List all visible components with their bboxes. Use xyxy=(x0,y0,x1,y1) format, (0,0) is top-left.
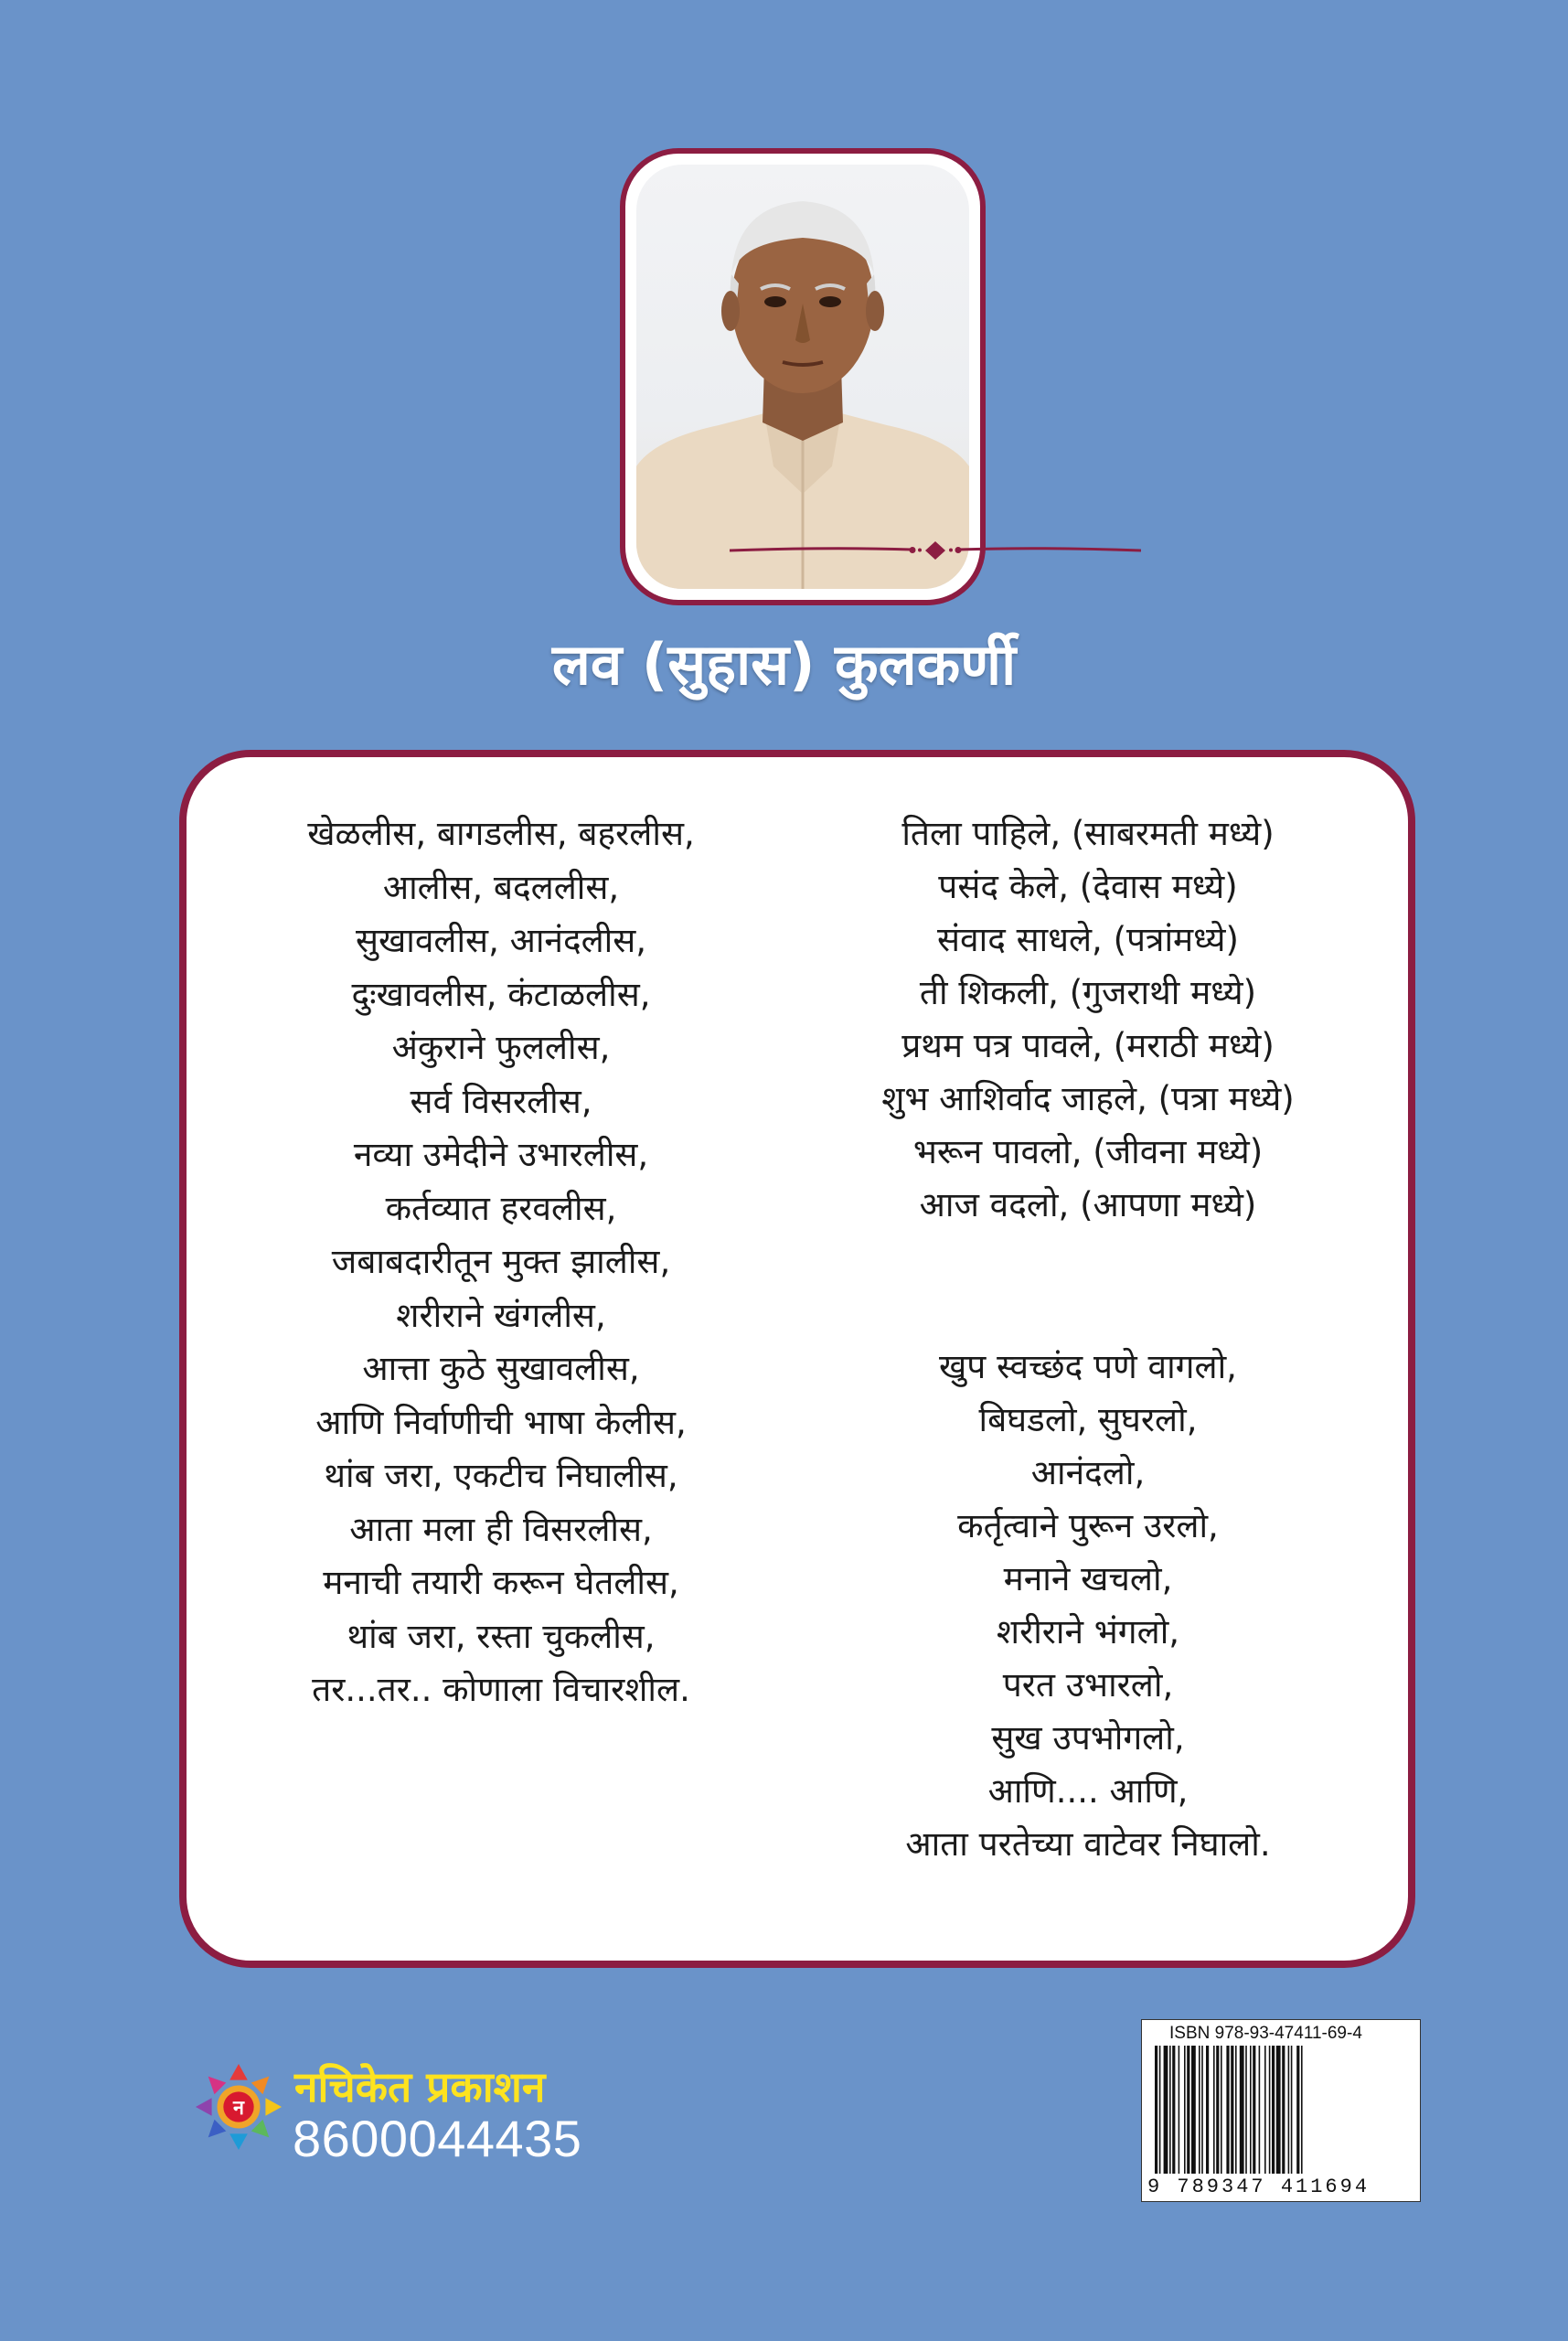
poem-line-left: आलीस, बदललीस, xyxy=(382,867,620,907)
poem-line-left: आता मला ही विसरलीस, xyxy=(349,1509,653,1549)
poem-right-top-column xyxy=(810,807,1366,1232)
poem-line-left: आत्ता कुठे सुखावलीस, xyxy=(362,1349,640,1388)
author-name: लव (सुहास) कुलकर्णी xyxy=(551,631,1017,698)
poem-line-left: मनाची तयारी करून घेतलीस, xyxy=(323,1563,679,1602)
poem-line-right-top: आज वदलो, (आपणा मध्ये) xyxy=(919,1185,1257,1224)
poem-line-right-bottom: कर्तृत्वाने पुरून उरलो, xyxy=(957,1506,1219,1545)
poem-line-left: अंकुराने फुललीस, xyxy=(391,1028,611,1067)
poem-line-right-top: प्रथम पत्र पावले, (मराठी मध्ये) xyxy=(901,1026,1275,1065)
isbn-label: ISBN 978-93-47411-69-4 xyxy=(1169,2024,1362,2043)
poem-line-left: कर्तव्यात हरवलीस, xyxy=(385,1188,617,1228)
poem-line-right-top: भरून पावलो, (जीवना मध्ये) xyxy=(912,1132,1264,1171)
ornament-divider xyxy=(730,540,1141,561)
poem-line-left: दुःखावलीस, कंटाळलीस, xyxy=(351,974,651,1014)
poem-line-left: नव्या उमेदीने उभारलीस, xyxy=(353,1135,649,1174)
poem-line-right-bottom: आता परतेच्या वाटेवर निघालो. xyxy=(905,1824,1271,1864)
poem-line-left: सुखावलीस, आनंदलीस, xyxy=(355,921,647,960)
author-photo-frame xyxy=(620,148,986,605)
isbn-barcode xyxy=(1141,2019,1421,2202)
poem-line-left: शरीराने खंगलीस, xyxy=(396,1295,606,1335)
poem-line-right-bottom: मनाने खचलो, xyxy=(1003,1559,1173,1598)
poem-line-right-bottom: खुप स्वच्छंद पणे वागलो, xyxy=(939,1347,1237,1386)
publisher-name: नचिकेत प्रकाशन xyxy=(294,2062,546,2111)
poem-line-right-bottom: सुख उपभोगलो, xyxy=(991,1718,1185,1758)
poem-line-right-bottom: आणि.... आणि, xyxy=(987,1771,1189,1811)
poem-line-right-bottom: बिघडलो, सुघरलो, xyxy=(978,1400,1198,1439)
poem-line-right-top: शुभ आशिर्वाद जाहले, (पत्रा मध्ये) xyxy=(881,1079,1295,1118)
poem-line-left: आणि निर्वाणीची भाषा केलीस, xyxy=(315,1402,687,1442)
poem-box xyxy=(179,750,1415,1968)
poem-line-right-bottom: आनंदलो, xyxy=(1030,1453,1146,1492)
publisher-logo-icon xyxy=(194,2062,283,2152)
poem-right-bottom-column xyxy=(810,1341,1366,1871)
poem-line-left: जबाबदारीतून मुक्त झालीस, xyxy=(331,1242,671,1281)
poem-line-left: तर...तर.. कोणाला विचारशील. xyxy=(312,1670,690,1709)
poem-left-column xyxy=(187,807,816,1717)
poem-line-right-top: तिला पाहिले, (साबरमती मध्ये) xyxy=(901,814,1275,853)
barcode-bars xyxy=(1153,2046,1411,2174)
poem-line-right-top: पसंद केले, (देवास मध्ये) xyxy=(938,867,1238,906)
poem-line-left: खेळलीस, बागडलीस, बहरलीस, xyxy=(307,814,695,853)
publisher-phone: 8600044435 xyxy=(293,2110,582,2167)
poem-line-right-top: संवाद साधले, (पत्रांमध्ये) xyxy=(937,920,1239,959)
svg-text:न: न xyxy=(233,2096,244,2120)
poem-line-right-top: ती शिकली, (गुजराथी मध्ये) xyxy=(919,973,1257,1012)
poem-line-right-bottom: शरीराने भंगलो, xyxy=(996,1612,1180,1652)
poem-line-left: सर्व विसरलीस, xyxy=(410,1081,592,1121)
barcode-digits: 9 789347 411694 xyxy=(1147,2175,1371,2198)
poem-line-right-bottom: परत उभारलो, xyxy=(1002,1665,1174,1705)
poem-line-left: थांब जरा, एकटीच निघालीस, xyxy=(324,1456,678,1495)
poem-line-left: थांब जरा, रस्ता चुकलीस, xyxy=(347,1616,656,1656)
author-photo xyxy=(636,165,969,589)
